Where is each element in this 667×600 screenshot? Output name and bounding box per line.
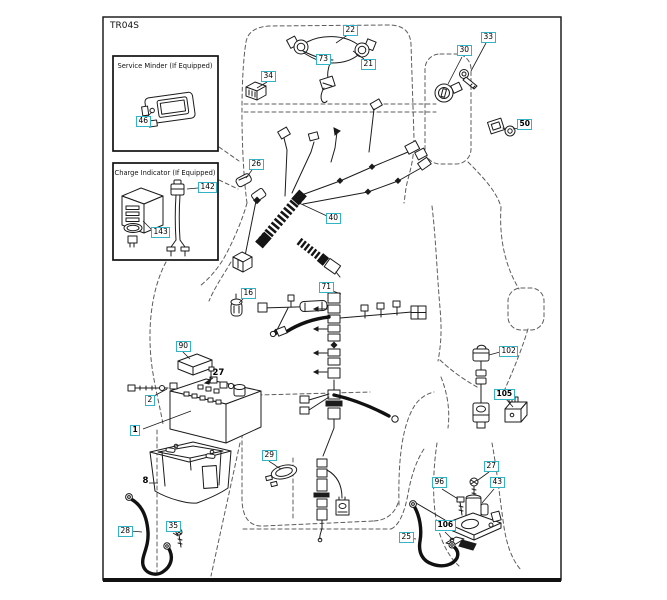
callout-143: 143 xyxy=(151,227,170,238)
solenoid-43 xyxy=(446,478,501,540)
callout-21: 21 xyxy=(361,59,376,70)
callout-27-battery: 27 xyxy=(212,368,225,378)
fuse-assembly-102 xyxy=(473,345,489,428)
charge-indicator-title: Charge Indicator (If Equipped) xyxy=(114,169,216,177)
ground-cable-28 xyxy=(126,494,172,575)
main-harness-40 xyxy=(233,99,431,277)
callout-29: 29 xyxy=(262,450,277,461)
callout-96: 96 xyxy=(432,477,447,488)
charge-indicator-inset xyxy=(113,163,218,260)
switch-50 xyxy=(487,118,515,136)
callout-1: 1 xyxy=(130,425,140,436)
callout-50: 50 xyxy=(517,119,532,130)
callout-71: 71 xyxy=(319,282,334,293)
callout-8: 8 xyxy=(142,476,149,486)
callout-28: 28 xyxy=(118,526,133,537)
callout-16: 16 xyxy=(241,288,256,299)
headlight-harness xyxy=(287,36,377,102)
clip-26 xyxy=(235,173,260,204)
ignition-key-33 xyxy=(460,70,478,90)
callout-35: 35 xyxy=(166,521,181,532)
callout-34: 34 xyxy=(261,71,276,82)
ignition-switch-30 xyxy=(435,82,462,102)
service-minder-title: Service Minder (If Equipped) xyxy=(117,62,213,70)
callout-25: 25 xyxy=(399,532,414,543)
interlock-switch-16 xyxy=(231,294,242,316)
callout-102: 102 xyxy=(499,346,518,357)
callout-2: 2 xyxy=(145,395,155,406)
callout-26-clip: 26 xyxy=(249,159,264,170)
callout-142: 142 xyxy=(198,182,217,193)
callout-90: 90 xyxy=(176,341,191,352)
callout-105: 105 xyxy=(494,389,515,400)
callout-30: 30 xyxy=(457,45,472,56)
diagram-code: TR04S xyxy=(110,21,139,31)
harness-backbone-71 xyxy=(258,293,426,456)
screw-35 xyxy=(176,529,182,547)
callout-22: 22 xyxy=(343,25,358,36)
callout-33: 33 xyxy=(481,32,496,43)
callout-46: 46 xyxy=(136,116,151,127)
callout-40: 40 xyxy=(326,213,341,224)
callout-106: 106 xyxy=(435,520,456,531)
battery-box-8 xyxy=(150,442,231,503)
callout-27-solenoid: 27 xyxy=(484,461,499,472)
terminal-cover-90 xyxy=(178,354,212,375)
callout-73: 73 xyxy=(316,54,331,65)
callout-43: 43 xyxy=(490,477,505,488)
battery-1 xyxy=(128,367,261,443)
service-minder-inset xyxy=(113,56,218,151)
relay-105 xyxy=(505,397,527,422)
